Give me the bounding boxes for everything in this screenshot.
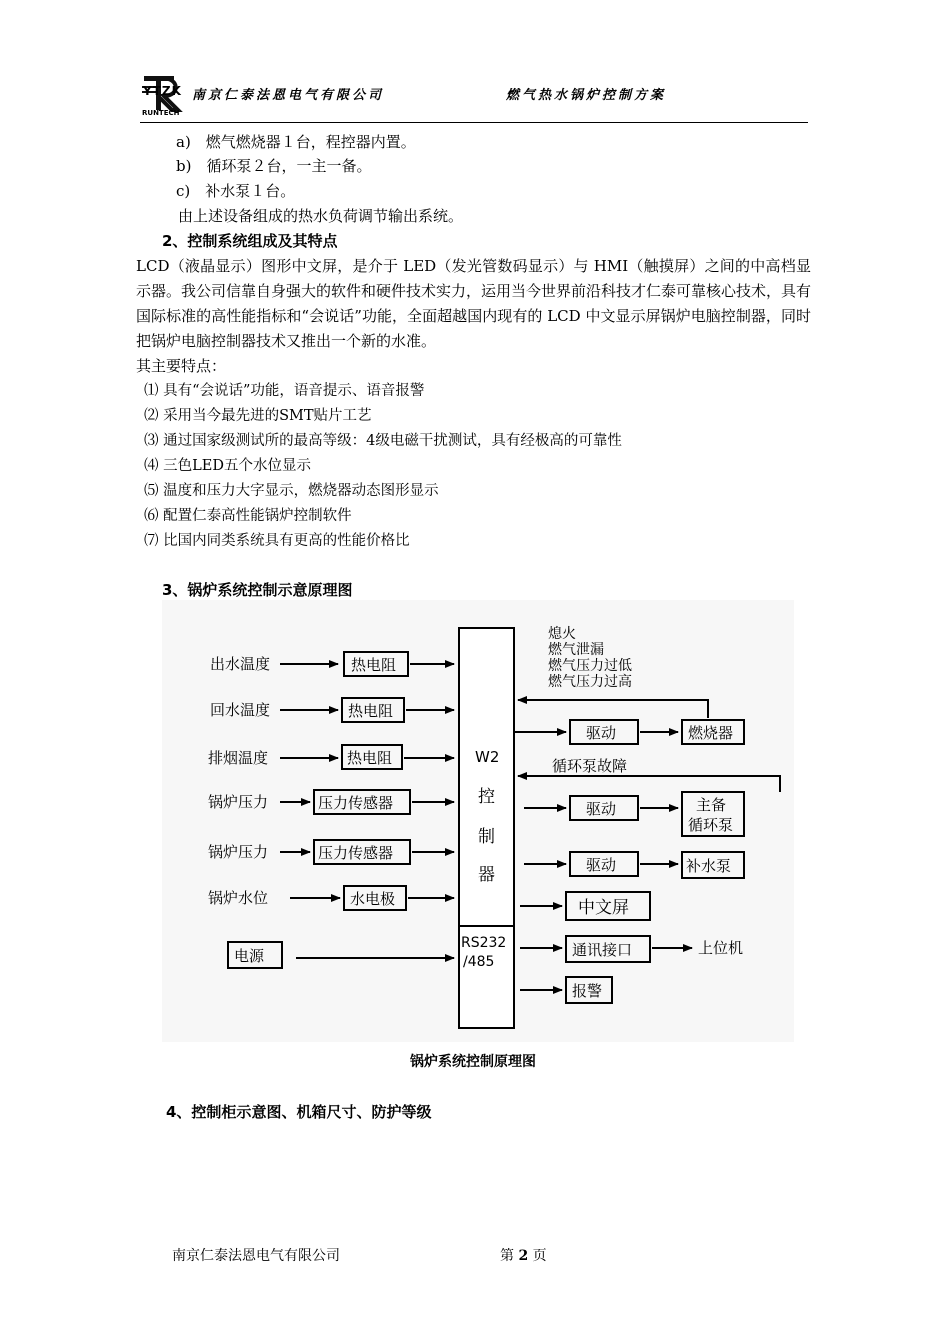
footer-page <box>500 1244 547 1268</box>
footer-company: 南京仁泰法恩电气有限公司 <box>172 1248 340 1264</box>
host-label: 上位机 <box>698 939 744 957</box>
section2-heading: 2、控制系统组成及其特点 <box>162 232 338 250</box>
input-label: 锅炉压力 <box>208 843 269 861</box>
sensor-label: 热电阻 <box>348 702 394 720</box>
fault-label: 燃气压力过高 <box>548 674 632 690</box>
feature-item: ⑸ 温度和压力大字显示，燃烧器动态图形显示 <box>144 483 439 499</box>
equipment-item: b) 循环泵２台，一主一备。 <box>176 157 372 175</box>
features-title: 其主要特点： <box>136 357 227 375</box>
input-label: 出水温度 <box>210 655 271 673</box>
feedback-burner <box>518 700 708 718</box>
diagram-caption: 锅炉系统控制原理图 <box>410 1054 536 1070</box>
drive-label: 驱动 <box>586 800 617 818</box>
input-label: 排烟温度 <box>208 749 269 767</box>
header-doc-title: 燃气热水锅炉控制方案 <box>506 88 667 103</box>
display-label: 中文屏 <box>578 898 629 918</box>
sensor-label: 压力传感器 <box>318 844 394 862</box>
sensor-label: 水电极 <box>350 890 396 908</box>
header-rule <box>140 122 808 123</box>
section3-heading: 3、锅炉系统控制示意原理图 <box>162 581 353 599</box>
fault-label: 燃气泄漏 <box>548 642 604 658</box>
sensor-label: 压力传感器 <box>318 794 394 812</box>
power-label: 电源 <box>234 947 265 965</box>
logo-text: YTZK <box>143 84 182 98</box>
controller-label: 控 <box>478 787 495 807</box>
equipment-item: c) 补水泵１台。 <box>176 182 296 200</box>
input-label: 回水温度 <box>210 701 271 719</box>
page-suffix: 页 <box>532 1248 547 1264</box>
drive-label: 驱动 <box>586 724 617 742</box>
alarm-label: 报警 <box>572 982 603 1000</box>
equipment-summary: 由上述设备组成的热水负荷调节输出系统。 <box>178 207 464 225</box>
controller-port: /485 <box>463 954 495 970</box>
page-number: 2 <box>518 1248 529 1264</box>
input-label: 锅炉压力 <box>208 793 269 811</box>
feature-item: ⑵ 采用当今最先进的SMT贴片工艺 <box>144 408 372 424</box>
fault-label: 熄火 <box>548 626 576 642</box>
drive-label: 驱动 <box>586 856 617 874</box>
pump-fault-label: 循环泵故障 <box>552 757 628 775</box>
page-prefix: 第 <box>500 1248 514 1264</box>
sensor-label: 热电阻 <box>351 656 397 674</box>
header-company: 南京仁泰法恩电气有限公司 <box>192 88 385 103</box>
makeup-pump-label: 补水泵 <box>686 857 732 875</box>
sensor-label: 热电阻 <box>347 749 393 767</box>
fault-label: 燃气压力过低 <box>548 658 632 674</box>
page-header <box>140 74 808 124</box>
section2-paragraph: LCD（液晶显示）图形中文屏，是介于 LED（发光管数码显示）与 HMI（触摸屏）之间的中高档显示器。我公司信靠自身强大的软件和硬件技术实力，运用当今世界前沿科技才仁泰可靠核心技术，具有国际标准的高性能指标和“会说话”功能，全面超越国内现有的 LCD 中文显示屏锅炉电脑控制器，同时把锅炉电脑控制器技术又推出一个新的水准。 <box>136 257 812 350</box>
logo-subtext: RUNTECH <box>142 109 180 117</box>
feature-item: ⑴ 具有“会说话”功能，语音提示、语音报警 <box>144 383 425 399</box>
controller-label: 器 <box>478 865 495 885</box>
feature-item: ⑹ 配置仁泰高性能锅炉控制软件 <box>144 508 352 524</box>
main-pump-label: 循环泵 <box>688 816 734 834</box>
equipment-item: a) 燃气燃烧器１台，程控器内置。 <box>176 133 416 151</box>
feature-item: ⑶ 通过国家级测试所的最高等级：4级电磁干扰测试，具有经极高的可靠性 <box>144 433 622 449</box>
comm-label: 通讯接口 <box>572 941 633 959</box>
burner-label: 燃烧器 <box>688 724 734 742</box>
controller-port: RS232 <box>461 935 507 951</box>
control-diagram <box>162 600 794 1042</box>
controller-label: W2 <box>475 748 500 766</box>
main-pump-label: 主备 <box>696 796 727 814</box>
company-logo <box>140 74 186 120</box>
controller-label: 制 <box>478 827 495 847</box>
feature-item: ⑷ 三色LED五个水位显示 <box>144 458 311 474</box>
feature-item: ⑺ 比国内同类系统具有更高的性能价格比 <box>144 533 410 549</box>
section4-heading: 4、控制柜示意图、机箱尺寸、防护等级 <box>166 1103 432 1121</box>
input-label: 锅炉水位 <box>208 889 269 907</box>
feedback-pump <box>518 776 780 792</box>
